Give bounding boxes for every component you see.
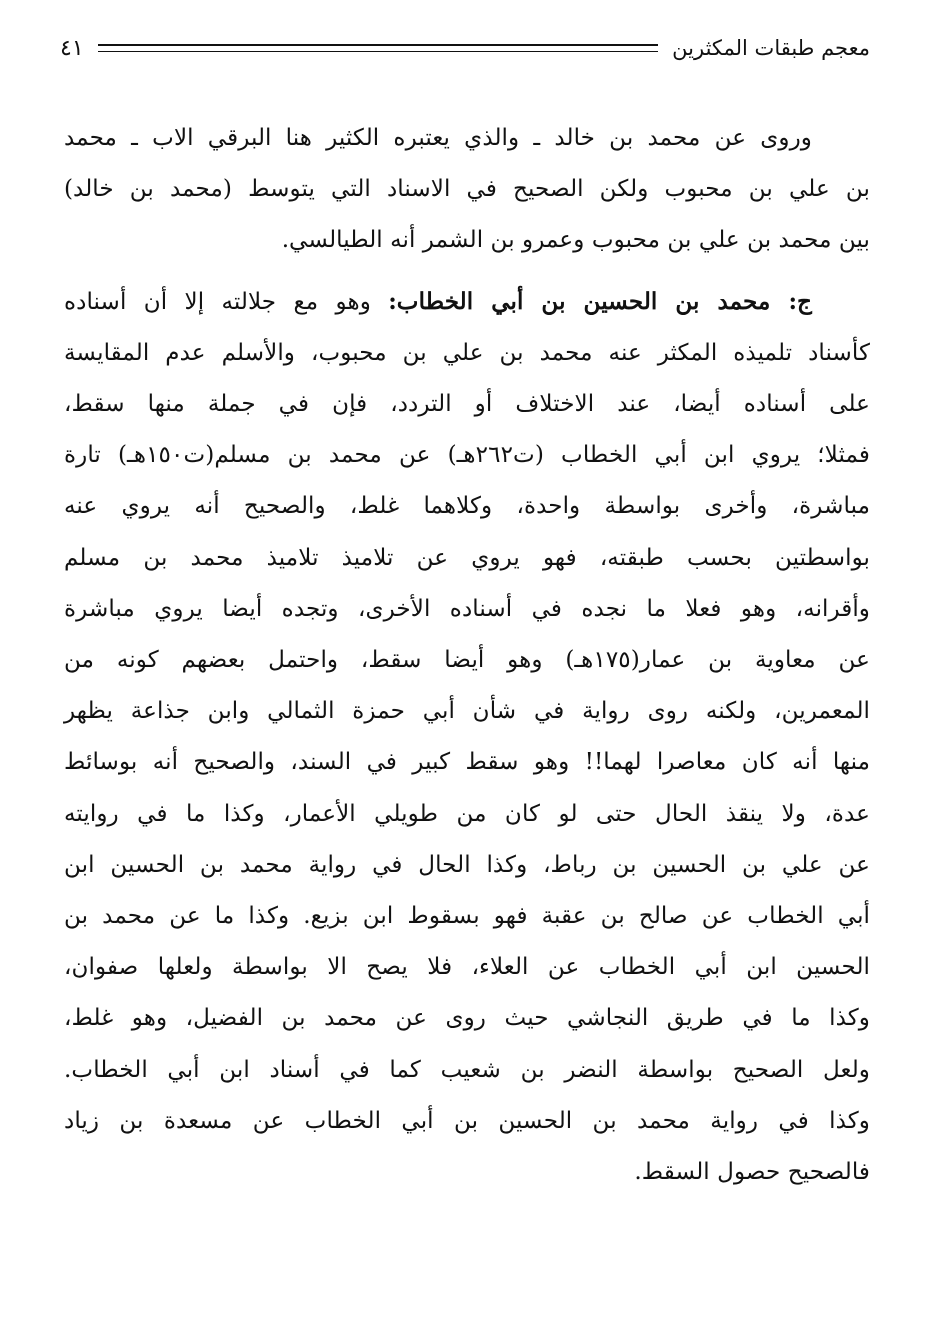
entry-heading: ج: محمد بن الحسين بن أبي الخطاب:: [388, 287, 812, 315]
text-line: منها أنه كان معاصرا لهما!! وهو سقط كبير في السند، والصحيح أنه بوسائط: [64, 748, 870, 776]
text-line: عدة، ولا ينقذ الحال حتى لو كان من طويلي الأعمار، وكذا ما في روايته: [64, 799, 870, 827]
text-line: وأقرانه، وهو فعلا ما نجده في أسناده الأخرى، وتجده أيضا يروي مباشرة: [64, 594, 870, 622]
text-line: بواسطتين بحسب طبقته، فهو يروي عن تلاميذ تلاميذ محمد بن مسلم: [64, 543, 870, 571]
paragraph-entry: [64, 276, 870, 1198]
text-line: بين محمد بن علي بن محبوب وعمرو بن الشمر أنه الطيالسي.: [281, 226, 870, 254]
page-body: [64, 112, 870, 1197]
text-line: ولعل الصحيح بواسطة النضر بن شعيب كما في أسناد ابن أبي الخطاب.: [64, 1055, 870, 1083]
text-line: المعمرين، ولكنه روى رواية في شأن أبي حمزة الثمالي وابن جذاعة يظهر: [64, 697, 870, 725]
text-line: فالصحيح حصول السقط.: [634, 1158, 870, 1186]
page-number: ٤١: [60, 35, 84, 61]
text-line: [64, 276, 870, 327]
text-line: كأسناد تلميذه المكثر عنه محمد بن علي بن محبوب، والأسلم عدم المقايسة: [64, 338, 870, 366]
header-rule: [98, 44, 659, 52]
text-line: عن معاوية بن عمار(١٧٥هـ) وهو أيضا سقط، واحتمل بعضهم كونه من: [64, 646, 870, 674]
book-title: معجم طبقات المكثرين: [672, 36, 870, 60]
text-line: وكذا ما في طريق النجاشي حيث روى عن محمد بن الفضيل، وهو غلط،: [64, 1004, 870, 1032]
text-line: الحسين ابن أبي الخطاب عن العلاء، فلا يصح الا بواسطة ولعلها صفوان،: [64, 953, 870, 981]
text-line: فمثلا؛ يروي ابن أبي الخطاب (ت٢٦٢هـ) عن محمد بن مسلم(ت١٥٠هـ) تارة: [64, 441, 870, 469]
text-line: عن علي بن الحسين بن رباط، وكذا الحال في رواية محمد بن الحسين ابن: [64, 850, 870, 878]
paragraph-continuation: [64, 112, 870, 266]
text-line: على أسناده أيضا، عند الاختلاف أو التردد، فإن في جملة منها سقط،: [64, 390, 870, 418]
text-line: أبي الخطاب عن صالح بن عقبة فهو بسقوط ابن بزيع. وكذا ما عن محمد بن: [64, 902, 870, 930]
text-line: مباشرة، وأخرى بواسطة واحدة، وكلاهما غلط، والصحيح أنه يروي عنه: [64, 492, 870, 520]
page-header: [60, 28, 870, 68]
entry-heading-continuation: وهو مع جلالته إلا أن أسناده: [64, 287, 389, 315]
text-line: بن علي بن محبوب ولكن الصحيح في الاسناد التي يتوسط (محمد بن خالد): [64, 175, 870, 203]
text-line: وروى عن محمد بن خالد ـ والذي يعتبره الكثير هنا البرقي الاب ـ محمد: [64, 124, 812, 151]
text-line: وكذا في رواية محمد بن الحسين بن أبي الخطاب عن مسعدة بن زياد: [64, 1106, 870, 1134]
